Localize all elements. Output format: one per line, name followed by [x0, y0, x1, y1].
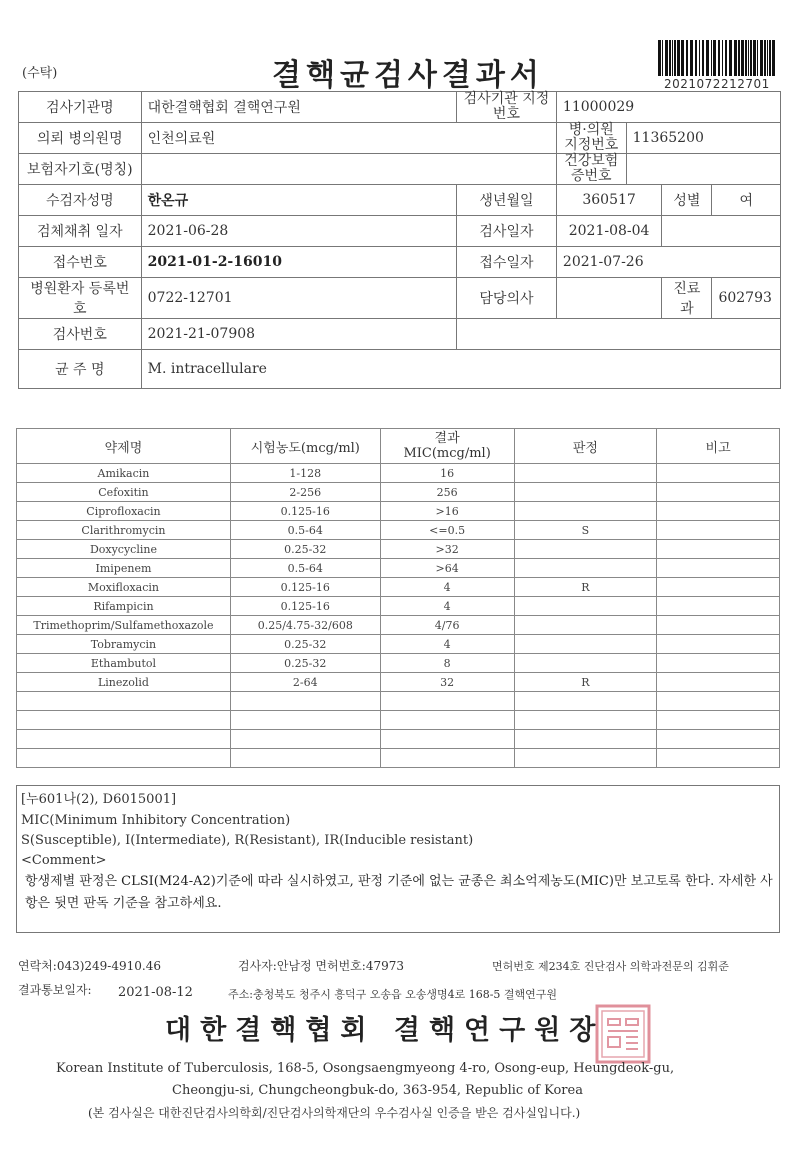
sex-value: 여: [712, 185, 781, 216]
drug-name-cell: Imipenem: [17, 559, 231, 578]
table-row: [17, 483, 780, 502]
empty-row: [17, 749, 780, 768]
sex-label: 성별: [662, 185, 712, 216]
empty-cell: [657, 749, 780, 768]
remark-cell: [657, 673, 780, 692]
insurance-card-value: [626, 154, 780, 185]
empty-cell: [657, 692, 780, 711]
drug-name-cell: Rifampicin: [17, 597, 231, 616]
test-no-value: 2021-21-07908: [141, 319, 456, 350]
report-date: 2021-08-12: [118, 985, 193, 1000]
interpretation-cell: R: [514, 673, 657, 692]
empty-cell: [457, 319, 781, 350]
comment-label: <Comment>: [21, 853, 107, 868]
empty-row: [17, 692, 780, 711]
receipt-date-label: 접수일자: [457, 247, 557, 278]
header-interpretation: 판정: [514, 429, 657, 464]
collection-label: 검체채취 일자: [19, 216, 142, 247]
mic-result-cell: 8: [380, 654, 514, 673]
billing-code: [누601나(2), D6015001]: [21, 792, 177, 807]
receipt-label: 접수번호: [19, 247, 142, 278]
header-remark: 비고: [657, 429, 780, 464]
receipt-date-value: 2021-07-26: [556, 247, 780, 278]
empty-cell: [230, 749, 380, 768]
empty-cell: [514, 749, 657, 768]
interpretation-cell: [514, 540, 657, 559]
remark-cell: [657, 540, 780, 559]
test-range-cell: 0.5-64: [230, 521, 380, 540]
table-row: [17, 464, 780, 483]
tester: 검사자:안남정 면허번호:47973: [238, 959, 404, 973]
mic-result-cell: 4: [380, 578, 514, 597]
hospital-code-value: 11365200: [626, 123, 780, 154]
empty-row: [17, 730, 780, 749]
table-row: [17, 521, 780, 540]
remark-cell: [657, 483, 780, 502]
insured-value: [141, 154, 556, 185]
test-range-cell: 2-64: [230, 673, 380, 692]
lab-code-label: 검사기관 지정번호: [457, 92, 557, 123]
empty-cell: [514, 711, 657, 730]
drug-name-cell: Trimethoprim/Sulfamethoxazole: [17, 616, 231, 635]
table-row: [17, 635, 780, 654]
interpretation-cell: [514, 483, 657, 502]
test-range-cell: 1-128: [230, 464, 380, 483]
remark-cell: [657, 521, 780, 540]
dob-label: 생년월일: [457, 185, 557, 216]
remark-cell: [657, 635, 780, 654]
empty-cell: [380, 749, 514, 768]
empty-cell: [17, 692, 231, 711]
address: 주소:충청북도 청주시 흥덕구 오송읍 오송생명4로 168-5 결핵연구원: [228, 988, 558, 1001]
empty-cell: [230, 730, 380, 749]
doctor-label: 담당의사: [457, 278, 557, 319]
mic-result-cell: 256: [380, 483, 514, 502]
header-range: 시험농도(mcg/ml): [230, 429, 380, 464]
info-table: [18, 91, 781, 389]
header-mic: 결과 MIC(mcg/ml): [380, 429, 514, 464]
interpretation-cell: R: [514, 578, 657, 597]
drug-name-cell: Tobramycin: [17, 635, 231, 654]
drug-name-cell: Ciprofloxacin: [17, 502, 231, 521]
test-date-label: 검사일자: [457, 216, 557, 247]
receipt-value: 2021-01-2-16010: [141, 247, 456, 278]
drug-name-cell: Ethambutol: [17, 654, 231, 673]
test-range-cell: 0.125-16: [230, 502, 380, 521]
mic-definition: MIC(Minimum Inhibitory Concentration): [21, 813, 291, 828]
reg-value: 0722-12701: [141, 278, 456, 319]
contact: 연락처:043)249-4910.46: [18, 959, 161, 973]
empty-cell: [662, 216, 781, 247]
empty-cell: [657, 730, 780, 749]
barcode: [656, 40, 776, 76]
insured-label: 보험자기호(명칭): [19, 154, 142, 185]
dept-value: 602793: [712, 278, 781, 319]
reg-label: 병원환자 등록번호: [19, 278, 142, 319]
empty-cell: [657, 711, 780, 730]
mic-result-cell: 4: [380, 597, 514, 616]
table-row: [17, 559, 780, 578]
interpretation-cell: [514, 559, 657, 578]
empty-row: [17, 711, 780, 730]
table-row: [17, 597, 780, 616]
remark-cell: [657, 502, 780, 521]
collection-value: 2021-06-28: [141, 216, 456, 247]
organism-value: M. intracellulare: [141, 350, 780, 389]
empty-cell: [380, 711, 514, 730]
interpretation-cell: [514, 616, 657, 635]
interpretation-cell: [514, 654, 657, 673]
interpretation-legend: S(Susceptible), I(Intermediate), R(Resistant), IR(Inducible resistant): [21, 833, 474, 848]
doctor-value: [556, 278, 661, 319]
english-address-line2: Cheongju-si, Chungcheongbuk-do, 363-954, Republic of Korea: [172, 1083, 583, 1098]
lab-value: 대한결핵협회 결핵연구원: [141, 92, 456, 123]
remark-cell: [657, 464, 780, 483]
empty-cell: [230, 692, 380, 711]
drug-name-cell: Moxifloxacin: [17, 578, 231, 597]
table-row: [17, 578, 780, 597]
mic-result-cell: >32: [380, 540, 514, 559]
table-row: [17, 616, 780, 635]
header-drug: 약제명: [17, 429, 231, 464]
empty-cell: [514, 730, 657, 749]
remark-cell: [657, 654, 780, 673]
mic-result-cell: 32: [380, 673, 514, 692]
remark-cell: [657, 559, 780, 578]
mic-result-cell: >64: [380, 559, 514, 578]
dob-value: 360517: [556, 185, 661, 216]
english-address-line1: Korean Institute of Tuberculosis, 168-5, Osongsaengmyeong 4-ro, Osong-eup, Heungdeok-gu,: [56, 1061, 675, 1076]
drug-name-cell: Clarithromycin: [17, 521, 231, 540]
test-range-cell: 0.25-32: [230, 654, 380, 673]
interpretation-cell: [514, 597, 657, 616]
mic-result-cell: 16: [380, 464, 514, 483]
drug-name-cell: Linezolid: [17, 673, 231, 692]
drug-table-body: [17, 464, 780, 768]
patient-label: 수검자성명: [19, 185, 142, 216]
organism-label: 균 주 명: [19, 350, 142, 389]
report-date-label: 결과통보일자:: [18, 983, 92, 997]
test-range-cell: 0.5-64: [230, 559, 380, 578]
interpretation-cell: [514, 502, 657, 521]
certification-note: (본 검사실은 대한진단검사의학회/진단검사의학재단의 우수검사실 인증을 받은 검사실입니다.): [88, 1106, 581, 1120]
mic-result-cell: 4/76: [380, 616, 514, 635]
drug-name-cell: Doxycycline: [17, 540, 231, 559]
organization-name: 대한결핵협회 결핵연구원장: [165, 1015, 605, 1046]
notes-box: [16, 785, 780, 933]
drug-name-cell: Amikacin: [17, 464, 231, 483]
empty-cell: [380, 692, 514, 711]
official-seal: [594, 1003, 652, 1065]
remark-cell: [657, 616, 780, 635]
test-no-label: 검사번호: [19, 319, 142, 350]
drug-name-cell: Cefoxitin: [17, 483, 231, 502]
test-range-cell: 0.125-16: [230, 597, 380, 616]
comment-text: 항생제별 판정은 CLSI(M24-A2)기준에 따라 실시하였고, 판정 기준에 없는 균종은 최소억제농도(MIC)만 보고토록 한다. 자세한 사항은 뒷면 판독 기준을 참고하세요.: [25, 874, 773, 911]
empty-cell: [230, 711, 380, 730]
drug-table: [16, 428, 780, 768]
mic-result-cell: >16: [380, 502, 514, 521]
hospital-value: 인천의료원: [141, 123, 556, 154]
empty-cell: [380, 730, 514, 749]
interpretation-cell: S: [514, 521, 657, 540]
mic-result-cell: 4: [380, 635, 514, 654]
empty-cell: [17, 711, 231, 730]
patient-value: 한온규: [141, 185, 456, 216]
table-row: [17, 540, 780, 559]
license: 면허번호 제234호 진단검사 의학과전문의 김휘준: [492, 960, 729, 973]
empty-cell: [17, 730, 231, 749]
empty-cell: [17, 749, 231, 768]
test-range-cell: 0.125-16: [230, 578, 380, 597]
page-title: 결핵균검사결과서: [272, 58, 544, 93]
hospital-label: 의뢰 병의원명: [19, 123, 142, 154]
mic-result-cell: <=0.5: [380, 521, 514, 540]
barcode-number: 2021072212701: [664, 77, 770, 91]
table-row: [17, 654, 780, 673]
test-range-cell: 0.25-32: [230, 635, 380, 654]
hospital-code-label: 병·의원 지정번호: [556, 123, 626, 154]
test-date-value: 2021-08-04: [556, 216, 661, 247]
test-range-cell: 2-256: [230, 483, 380, 502]
empty-cell: [514, 692, 657, 711]
lab-code-value: 11000029: [556, 92, 780, 123]
interpretation-cell: [514, 464, 657, 483]
dept-label: 진료과: [662, 278, 712, 319]
lab-label: 검사기관명: [19, 92, 142, 123]
copy-type: (수탁): [22, 66, 58, 81]
test-range-cell: 0.25/4.75-32/608: [230, 616, 380, 635]
table-row: [17, 502, 780, 521]
remark-cell: [657, 578, 780, 597]
test-range-cell: 0.25-32: [230, 540, 380, 559]
table-row: [17, 673, 780, 692]
remark-cell: [657, 597, 780, 616]
interpretation-cell: [514, 635, 657, 654]
insurance-card-label: 건강보험 증번호: [556, 154, 626, 185]
